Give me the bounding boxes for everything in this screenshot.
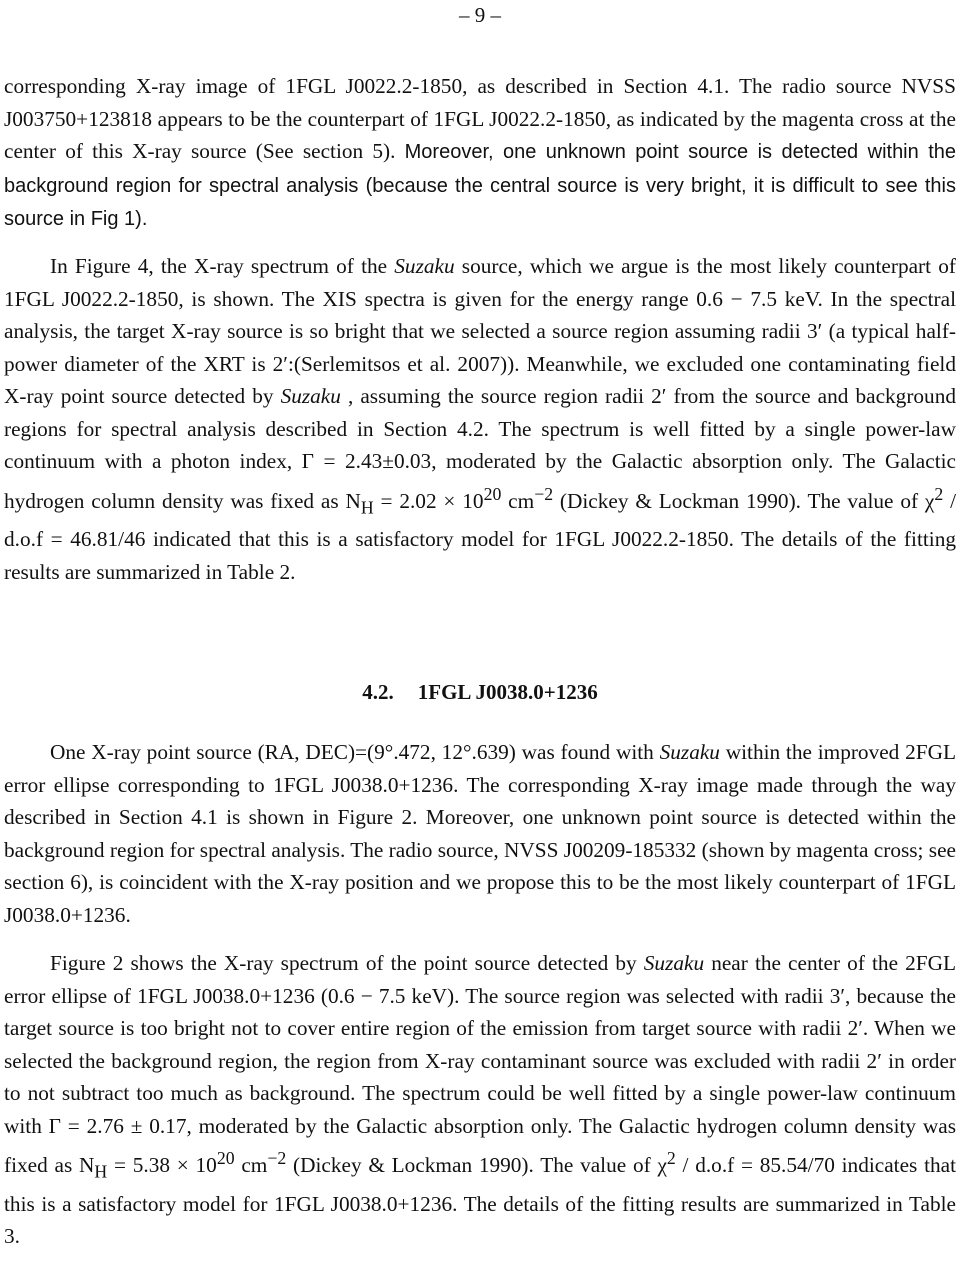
text-span: source, which we argue is the most likely counterpart of 1FGL J0022.2-1850, is shown. The XIS spectra is given for the energy range 0.6 − 7.5 keV. In the spectral analysis, the target X-ray source is so bright that we selected a source region assuming radii 3′ (a typical half-power diameter of the XRT is 2′:(Serlemitsos et al. 2007)). Meanwhile, we excluded one contaminating field X-ray point source detected by	[4, 254, 956, 408]
section-heading	[0, 676, 960, 709]
superscript-20: 20	[483, 483, 502, 504]
paragraph-4	[4, 947, 956, 1253]
text-span: (Dickey & Lockman 1990). The value of χ	[286, 1153, 667, 1178]
text-span: near the center of the 2FGL error ellipse of 1FGL J0038.0+1236 (0.6 − 7.5 keV). The source region was selected with radii 3′, because the target source is too bright not to cover entire region of the emission from target source with radii 2′. When we selected the background region, the region from X-ray contaminant source was excluded with radii 2′ in order to not subtract too much as background. The spectrum could be well fitted by a single power-law continuum with Γ = 2.76 ± 0.17, moderated by the Galactic absorption only. The Galactic hydrogen column density was fixed as N	[4, 951, 957, 1178]
text-span: One X-ray point source (RA, DEC)=(9°.472, 12°.639) was found with	[50, 740, 660, 764]
text-span: cm	[234, 1153, 268, 1178]
text-span: = 2.02 × 10	[373, 488, 484, 513]
suzaku-italic: Suzaku	[643, 951, 705, 975]
section-number: 4.2.	[362, 680, 394, 704]
text-span: within the improved 2FGL error ellipse corresponding to 1FGL J0038.0+1236. The corresponding X-ray image made through the way described in Section 4.1 is shown in Figure 2. Moreover, one unknown point source is detected within the background region for spectral analysis. The radio source, NVSS J00209-185332 (shown by magenta cross; see section 6), is coincident with the X-ray position and we propose this to be the most likely counterpart of 1FGL J0038.0+1236.	[4, 740, 956, 927]
text-span: cm	[501, 488, 535, 513]
section-title: 1FGL J0038.0+1236	[417, 680, 598, 704]
text-span: = 5.38 × 10	[107, 1153, 217, 1178]
paragraph-2	[4, 250, 956, 588]
text-span: Figure 2 shows the X-ray spectrum of the point source detected by	[50, 951, 644, 975]
paragraph-1	[4, 70, 956, 236]
text-span: / d.o.f = 46.81/46 indicated that this is a satisfactory model for 1FGL J0022.2-1850. The details of the fitting results are summarized in Table 2.	[4, 488, 956, 584]
superscript-2: 2	[666, 1148, 676, 1168]
superscript-minus-2: −2	[534, 483, 554, 504]
subscript-h: H	[360, 496, 374, 517]
superscript-20: 20	[216, 1148, 235, 1168]
suzaku-italic: Suzaku	[280, 384, 341, 408]
text-span: In Figure 4, the X-ray spectrum of the	[50, 254, 395, 278]
paragraph-1-text: corresponding X-ray image of 1FGL J0022.2-1850, as described in Section 4.1. The radio source NVSS J003750+123818 appears to be the counterpart of 1FGL J0022.2-1850, as indicated by the magenta cross at the center of this X-ray source (See section 5).	[4, 74, 956, 163]
text-span: / d.o.f = 85.54/70 indicates that this is a satisfactory model for 1FGL J0038.0+1236. The details of the fitting results are summarized in Table 3.	[4, 1153, 957, 1249]
text-span: , assuming the source region radii 2′ from the source and background regions for spectral analysis described in Section 4.2. The spectrum is well fitted by a single power-law continuum with a photon index, Γ = 2.43±0.03, moderated by the Galactic absorption only. The Galactic hydrogen column density was fixed as N	[4, 384, 957, 513]
paragraph-3	[4, 736, 956, 931]
subscript-h: H	[94, 1161, 108, 1182]
page-number: – 9 –	[459, 3, 501, 27]
suzaku-italic: Suzaku	[659, 740, 720, 764]
suzaku-italic: Suzaku	[394, 254, 455, 278]
superscript-minus-2: −2	[267, 1148, 287, 1168]
text-span: (Dickey & Lockman 1990). The value of χ	[553, 488, 935, 513]
paragraph-1-sans-text: Moreover, one unknown point source is detected within the background region for spectral analysis (because the central source is very bright, it is difficult to see this source in Fig 1).	[4, 141, 956, 230]
superscript-2: 2	[934, 483, 944, 504]
